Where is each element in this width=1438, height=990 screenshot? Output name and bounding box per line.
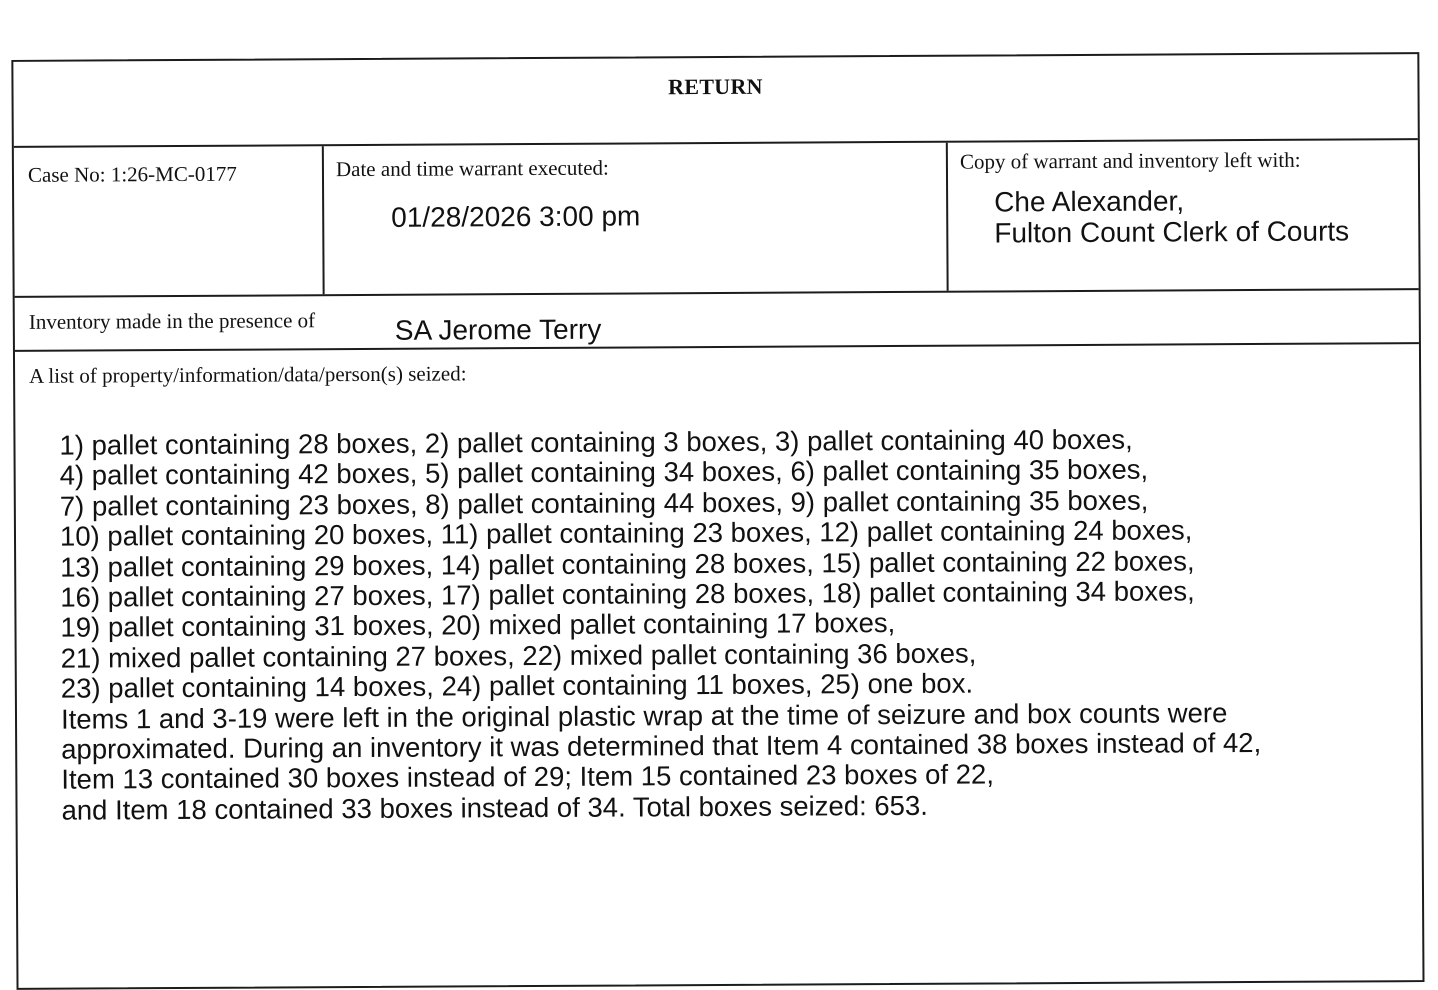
date-executed-value: 01/28/2026 3:00 pm (391, 200, 641, 233)
seized-list-label: A list of property/information/data/person(s) seized: (29, 361, 467, 388)
inventory-note-line: and Item 18 contained 33 boxes instead of 34. Total boxes seized: 653. (61, 789, 928, 826)
inventory-line: 4) pallet containing 42 boxes, 5) pallet containing 34 boxes, 6) pallet containing 35 boxes, (59, 454, 1149, 492)
inventory-line: 7) pallet containing 23 boxes, 8) pallet containing 44 boxes, 9) pallet containing 35 boxes, (59, 484, 1149, 522)
inventory-line: 16) pallet containing 27 boxes, 17) pallet containing 28 boxes, 18) pallet containing 34 boxes, (60, 575, 1195, 613)
return-form (11, 52, 1424, 990)
inventory-line: 23) pallet containing 14 boxes, 24) pallet containing 11 boxes, 25) one box. (60, 667, 974, 704)
divider-date-copy (946, 143, 949, 291)
form-title: RETURN (668, 73, 763, 100)
inventory-line: 1) pallet containing 28 boxes, 2) pallet containing 3 boxes, 3) pallet containing 40 boxes, (59, 423, 1133, 461)
inventory-line: 13) pallet containing 29 boxes, 14) pallet containing 28 boxes, 15) pallet containing 22 boxes, (60, 544, 1195, 583)
inventory-line: 21) mixed pallet containing 27 boxes, 22) mixed pallet containing 36 boxes, (60, 637, 977, 674)
inventory-note-line: Items 1 and 3-19 were left in the original plastic wrap at the time of seizure and box counts were (60, 696, 1228, 735)
copy-recipient-office: Fulton Count Clerk of Courts (994, 215, 1350, 249)
case-number: Case No: 1:26-MC-0177 (27, 161, 237, 187)
copy-left-with-label: Copy of warrant and inventory left with: (959, 147, 1301, 174)
presence-value: SA Jerome Terry (394, 313, 602, 346)
presence-label: Inventory made in the presence of (28, 308, 316, 334)
divider-case-date (322, 146, 325, 294)
inventory-list (59, 423, 1438, 826)
inventory-line: 10) pallet containing 20 boxes, 11) pallet containing 23 boxes, 12) pallet containing 24 boxes, (59, 514, 1193, 552)
inventory-line: 19) pallet containing 31 boxes, 20) mixed pallet containing 17 boxes, (60, 607, 896, 644)
copy-left-with-value (994, 184, 1349, 248)
date-executed-label: Date and time warrant executed: (335, 155, 609, 182)
copy-recipient-name: Che Alexander, (994, 185, 1185, 218)
inventory-note-line: Item 13 contained 30 boxes instead of 29; Item 15 contained 23 boxes of 22, (61, 758, 995, 796)
divider-below-case-row (15, 288, 1419, 298)
divider-below-title (14, 138, 1418, 148)
divider-below-presence-row (15, 342, 1419, 352)
inventory-note-line: approximated. During an inventory it was determined that Item 4 contained 38 boxes instead of 42, (61, 727, 1262, 765)
